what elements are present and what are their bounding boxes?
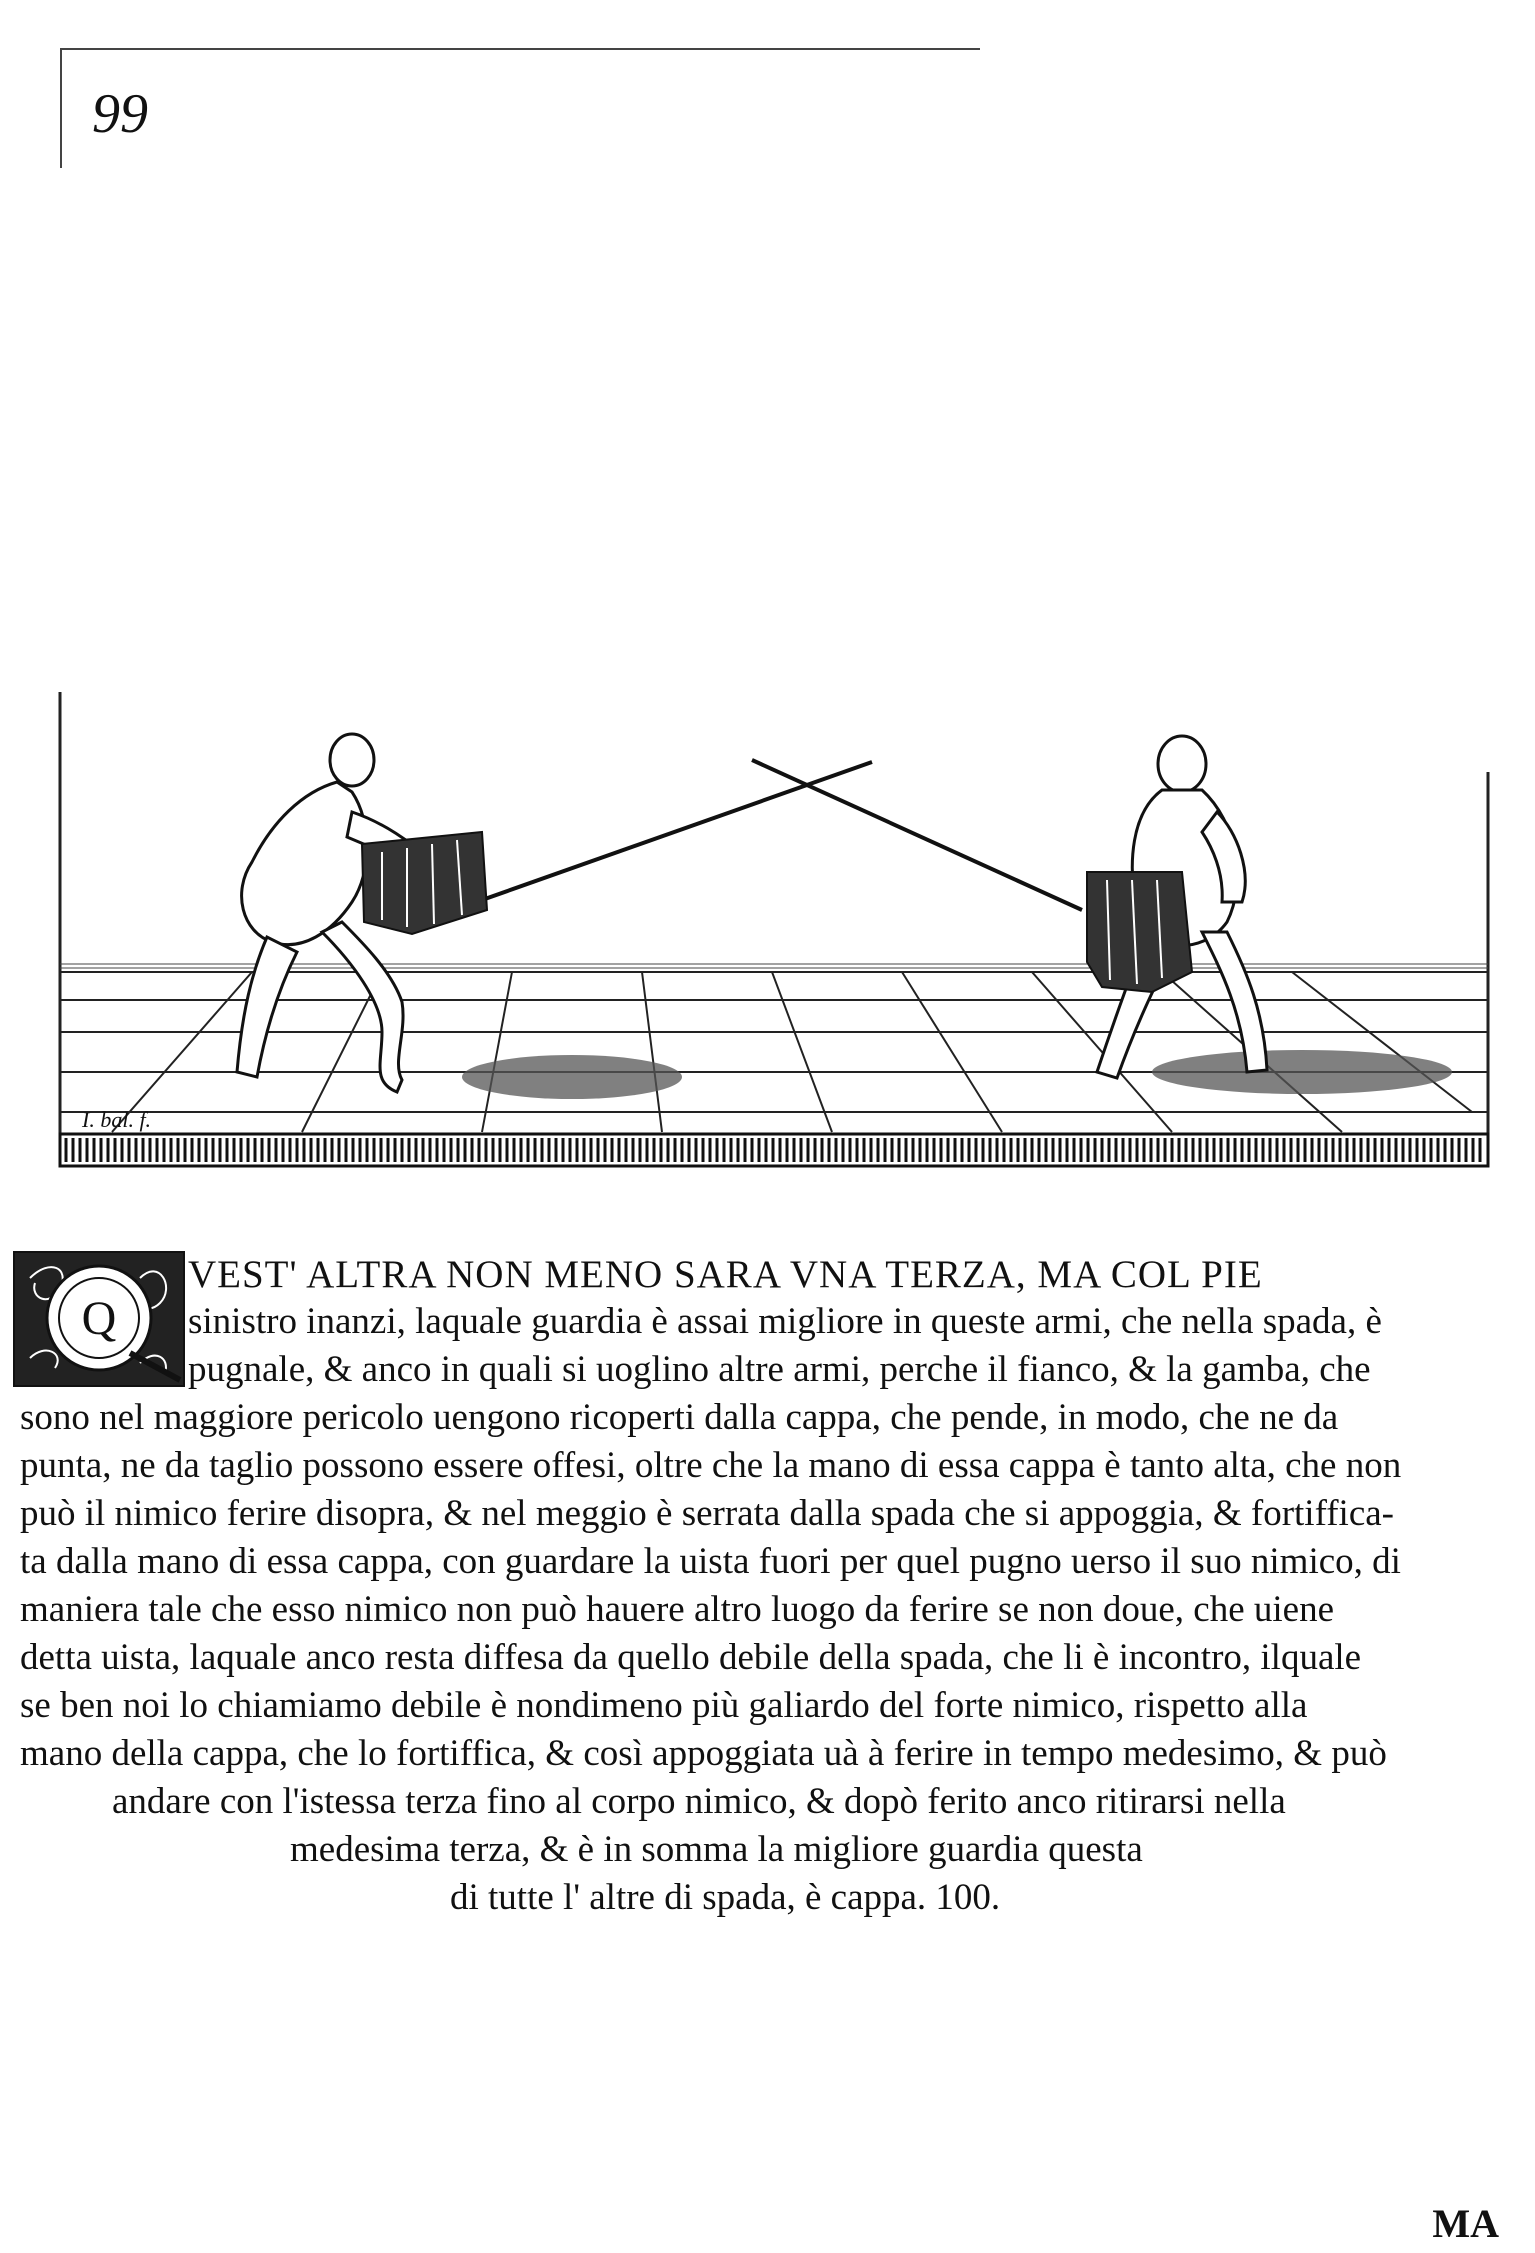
page-number: 99 [92,83,148,145]
text-line-6: può il nimico ferire disopra, & nel meggio è serrata dalla spada che si appoggia, & fortiffica- [20,1493,1395,1534]
engraver-signature: I. bal. f. [82,1107,152,1132]
text-line-11: mano della cappa, che lo fortiffica, & così appoggiata uà à ferire in tempo medesimo, & può [20,1733,1387,1774]
catchword: MA [1432,2201,1499,2246]
fencing-illustration [52,672,1497,1184]
page-frame-top-rule [60,48,980,50]
engraving-plate [52,672,1497,1184]
text-line-12: andare con l'istessa terza fino al corpo nimico, & dopò ferito anco ritirarsi nella [112,1781,1286,1822]
decorated-initial [10,1248,188,1390]
text-line-3: pugnale, & anco in quali si uoglino altre armi, perche il fianco, & la gamba, che [188,1349,1371,1390]
text-line-13: medesima terza, & è in somma la migliore guardia questa [290,1829,1143,1870]
text-line-7: ta dalla mano di essa cappa, con guardare la uista fuori per quel pugno uerso il suo nimico, di [20,1541,1401,1582]
text-line-8: maniera tale che esso nimico non può hauere altro luogo da ferire se non doue, che uiene [20,1589,1335,1630]
text-line-1: VEST' ALTRA NON MENO SARA VNA TERZA, MA COL PIE [188,1253,1263,1296]
page-frame-left-rule [60,48,62,168]
text-line-9: detta uista, laquale anco resta diffesa da quello debile della spada, che li è incontro, ilquale [20,1637,1362,1678]
text-line-5: punta, ne da taglio possono essere offesi, oltre che la mano di essa cappa è tanto alta, che non [20,1445,1402,1486]
text-line-14: di tutte l' altre di spada, è cappa. 100. [450,1877,1001,1918]
drop-cap-letter: Q [81,1292,117,1345]
text-line-4: sono nel maggiore pericolo uengono ricoperti dalla cappa, che pende, in modo, che ne da [20,1397,1339,1438]
text-line-10: se ben noi lo chiamiamo debile è nondimeno più galiardo del forte nimico, rispetto alla [20,1685,1308,1726]
text-line-2: sinistro inanzi, laquale guardia è assai migliore in queste armi, che nella spada, è [188,1301,1382,1342]
